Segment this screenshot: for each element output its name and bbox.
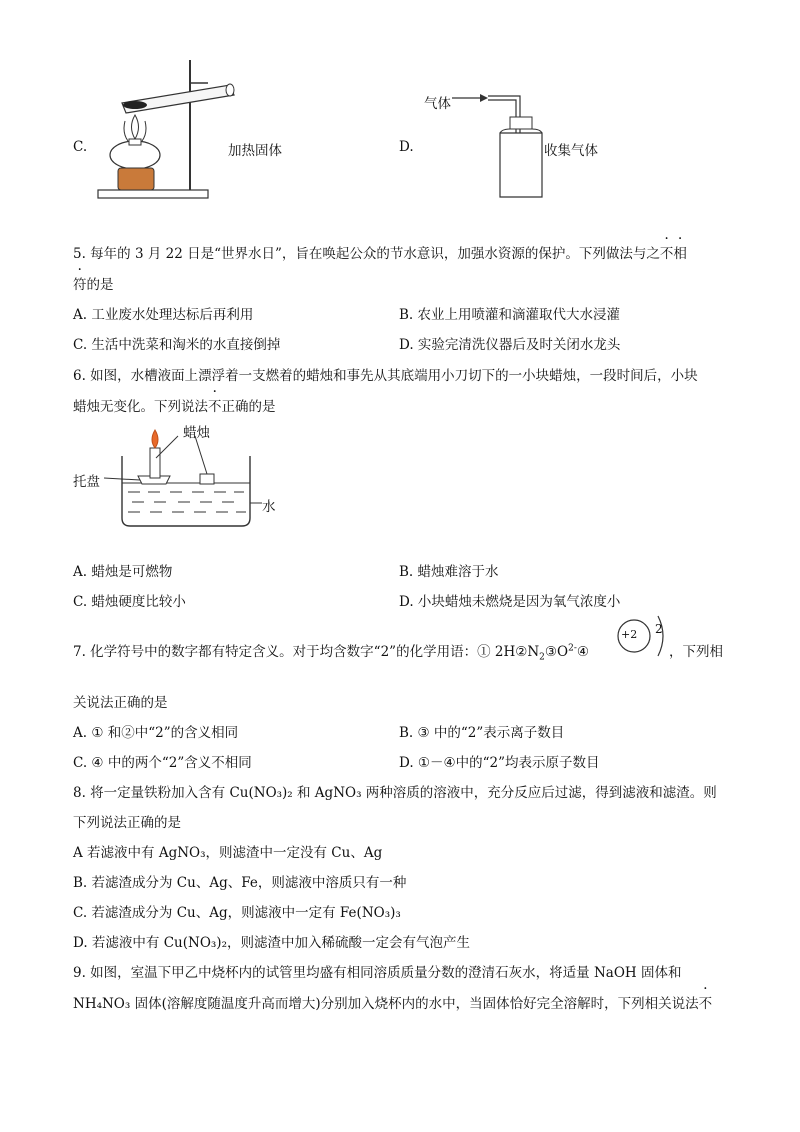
- gas-bottle-drawing: [450, 85, 550, 205]
- q7-stem-line1: [73, 640, 589, 663]
- q5-stem-text: 5. 每年的 3 月 22 日是“世界水日”，旨在唤起公众的节水意识，加强水资源的保护。下列做法与之: [73, 246, 660, 262]
- q9-stem-line2: [73, 992, 712, 1012]
- q6-stem-line2: [73, 395, 276, 415]
- q8-option-a: A 若滤液中有 AgNO₃，则滤渣中一定没有 Cu、Ag: [73, 845, 383, 861]
- q8-stem-line1: 8. 将一定量铁粉加入含有 Cu(NO₃)₂ 和 AgNO₃ 两种溶质的溶液中，充分反应后过滤，得到滤液和滤渣。则: [73, 785, 717, 801]
- q7-formula-1: 2H: [494, 644, 516, 660]
- q5-option-d: D. 实验完清洗仪器后及时关闭水龙头: [399, 337, 621, 353]
- q7-option-c: C. ④ 中的两个“2”含义不相同: [73, 755, 252, 771]
- option-d-caption: 收集气体: [544, 143, 598, 159]
- q6-label-water: 水: [262, 499, 276, 515]
- q5-option-a: A. 工业废水处理达标后再利用: [73, 307, 254, 323]
- gas-label: 气体: [424, 96, 451, 112]
- q7-formula-2: $N_2$: [527, 644, 545, 663]
- figure-q6-water-trough: [70, 418, 290, 533]
- q7-circle-3: ③: [544, 644, 558, 660]
- q7-circle-2: ②: [515, 644, 528, 660]
- q7-option-d: D. ①－④中的“2”均表示原子数目: [399, 755, 600, 771]
- option-d-letter: D.: [399, 139, 414, 155]
- atom-nucleus-charge: +2: [621, 628, 638, 641]
- q5-emphasis-not: 不: [659, 246, 674, 262]
- q8-option-d: D. 若滤液中有 Cu(NO₃)₂，则滤渣中加入稀硫酸一定会有气泡产生: [73, 935, 470, 951]
- q8-stem-line2: 下列说法正确的是: [73, 815, 181, 831]
- q7-stem-line2: 关说法正确的是: [73, 695, 168, 711]
- figure-c-heating-solid: [80, 55, 280, 215]
- q5-option-b: B. 农业上用喷灌和滴灌取代大水浸灌: [399, 307, 621, 323]
- q6-option-c: C. 蜡烛硬度比较小: [73, 594, 186, 610]
- q5-option-c: C. 生活中洗菜和淘米的水直接倒掉: [73, 337, 281, 353]
- q5-stem-line2: [73, 273, 114, 293]
- atom-shell-electrons: 2: [655, 622, 663, 636]
- q9-stem-text: NH₄NO₃ 固体(溶解度随温度升高而增大)分别加入烧杯内的水中，当固体恰好完全溶解时，下列相关说法: [73, 996, 699, 1012]
- option-c-letter: C.: [73, 139, 88, 155]
- q5-emphasis-fu: 符: [73, 277, 87, 293]
- q7-formula-3: $O^{2-}$: [557, 643, 577, 660]
- q6-stem-text-b: 正确的是: [221, 399, 276, 415]
- q6-stem-text-a: 蜡烛无变化。下列说法: [73, 399, 208, 415]
- water-trough-drawing: [70, 418, 290, 533]
- option-c-caption: 加热固体: [228, 143, 282, 159]
- heating-apparatus-drawing: [80, 55, 280, 215]
- q5-emphasis-xiang: 相: [673, 246, 687, 262]
- q7-stem-text-b: ，下列相: [669, 644, 723, 660]
- q7-option-b: B. ③ 中的“2”表示离子数目: [399, 725, 565, 741]
- figure-d-gas-bottle: [450, 85, 550, 205]
- q6-option-b: B. 蜡烛难溶于水: [399, 564, 499, 580]
- q9-emphasis-not: 不: [698, 996, 713, 1012]
- q8-option-c: C. 若滤渣成分为 Cu、Ag，则滤液中一定有 Fe(NO₃)₃: [73, 905, 401, 921]
- q7-option-a: A. ① 和②中“2”的含义相同: [73, 725, 239, 741]
- q6-option-a: A. 蜡烛是可燃物: [73, 564, 173, 580]
- q6-stem-line1: 6. 如图，水槽液面上漂浮着一支燃着的蜡烛和事先从其底端用小刀切下的一小块蜡烛，一段时间后，小块: [73, 368, 698, 384]
- q6-label-tray: 托盘: [73, 474, 100, 490]
- q5-stem-line1: [73, 242, 687, 262]
- q9-stem-line1: 9. 如图，室温下甲乙中烧杯内的试管里均盛有相同溶质质量分数的澄清石灰水，将适量 NaOH 固体和: [73, 965, 682, 981]
- q6-option-d: D. 小块蜡烛未燃烧是因为氧气浓度小: [399, 594, 621, 610]
- q8-option-b: B. 若滤渣成分为 Cu、Ag、Fe，则滤液中溶质只有一种: [73, 875, 407, 891]
- q7-stem-text-a: 7. 化学符号中的数字都有特定含义。对于均含数字“2”的化学用语：①: [73, 644, 491, 660]
- q5-stem-rest: 的是: [86, 277, 114, 293]
- q7-circle-4: ④: [576, 644, 589, 660]
- q6-label-candle: 蜡烛: [183, 425, 210, 441]
- q6-emphasis-not: 不: [208, 399, 222, 415]
